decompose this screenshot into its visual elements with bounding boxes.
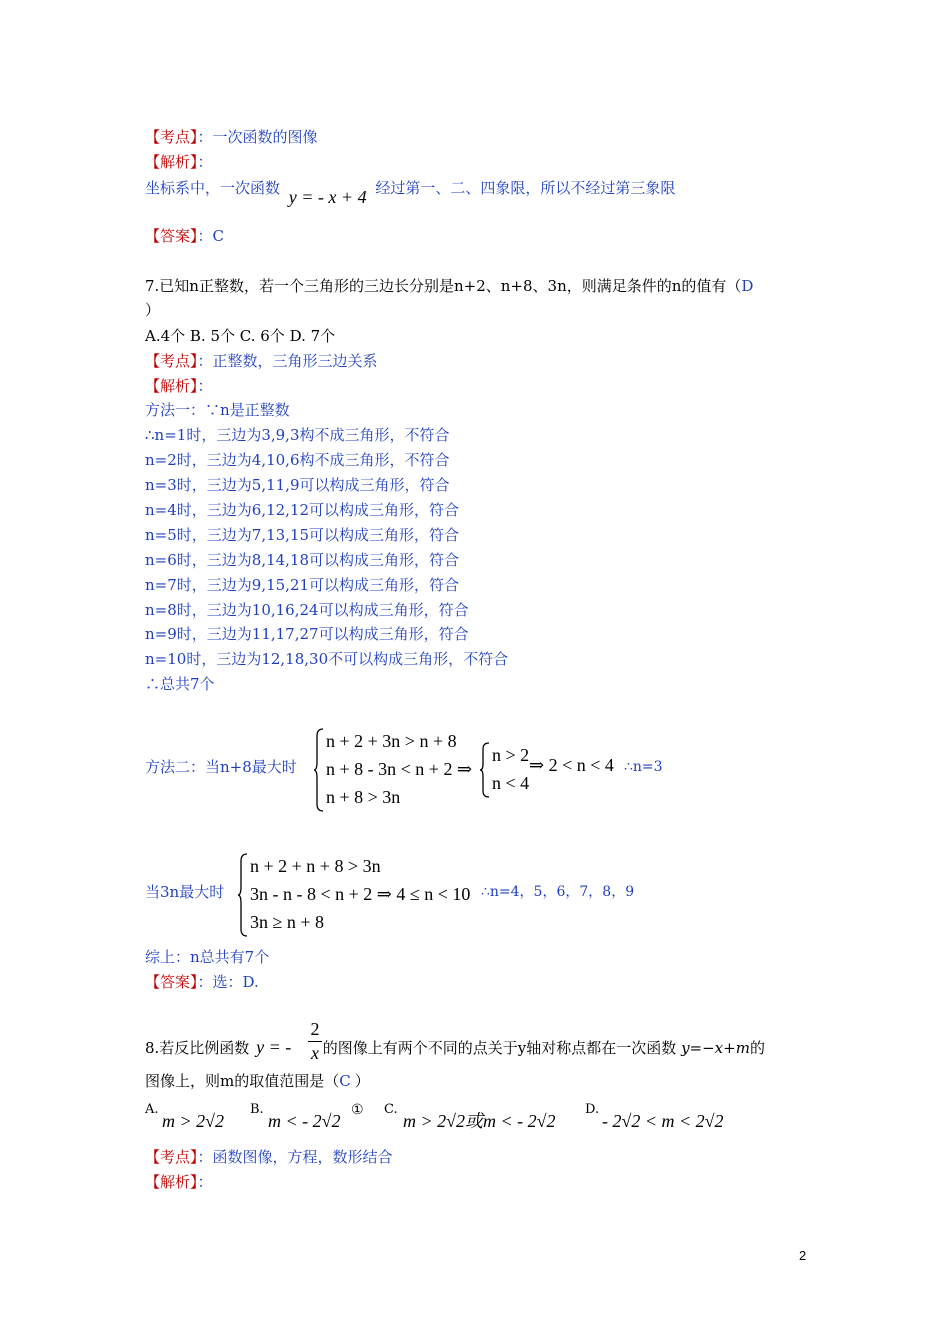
option-b: m < - 2√2 (268, 1111, 341, 1131)
q8-kaodian: 【考点】：函数图像，方程，数形结合 (145, 1148, 393, 1166)
kaodian-tag: 【考点】 (145, 128, 198, 146)
q6-kaodian (145, 127, 318, 147)
q8-stem-line2: 图像上，则m的取值范围是（C ） (145, 1072, 370, 1090)
frac-bar (308, 1041, 322, 1042)
option-c: m > 2√2或m < - 2√2 (403, 1111, 556, 1131)
case-total: ∴总共7个 (145, 675, 215, 693)
case-line: n=6时，三边为8,14,18可以构成三角形，符合 (145, 551, 460, 569)
inequality-row: n + 8 > 3n (326, 787, 401, 807)
q7-options: A.4个 B. 5个 C. 6个 D. 7个 (145, 327, 336, 345)
q7-summary: 综上：n总共有7个 (145, 948, 270, 966)
q7-answer-letter: D (741, 277, 754, 295)
case-line: n=3时，三边为5,11,9可以构成三角形，符合 (145, 476, 450, 494)
case-line: n=4时，三边为6,12,12可以构成三角形，符合 (145, 501, 460, 519)
method3-label: 当3n最大时 (145, 883, 225, 901)
q6-analysis-line: 坐标系中，一次函数 y = - x + 4 经过第一、二、四象限，所以不经过第三象限 (145, 179, 676, 207)
option-a: m > 2√2 (162, 1111, 225, 1131)
case-line: ∴n=1时，三边为3,9,3构不成三角形，不符合 (145, 426, 450, 444)
q6-answer: 【答案】：C (145, 227, 224, 245)
inequality-row: n + 2 + n + 8 > 3n (250, 856, 381, 876)
linear-function-formula: y = - x + 4 (288, 187, 367, 207)
q6-jiexi: 【解析】： (145, 153, 213, 171)
option-d: - 2√2 < m < 2√2 (602, 1111, 724, 1131)
kaodian-text: ：一次函数的图像 (197, 128, 318, 146)
kaodian-tag: 【考点】 (145, 352, 198, 370)
case-line: n=8时，三边为10,16,24可以构成三角形，符合 (145, 601, 469, 619)
kaodian-tag: 【考点】 (145, 1148, 198, 1166)
page-number: 2 (799, 1248, 807, 1263)
inequality-row: 3n ≥ n + 8 (250, 912, 325, 932)
option-c-label: C. (384, 1102, 398, 1117)
q7-stem-close: ） (145, 301, 161, 319)
q7-kaodian: 【考点】：正整数，三角形三边关系 (145, 352, 378, 370)
fraction-2-over-x (308, 1019, 322, 1064)
jiexi-tag: 【解析】 (145, 377, 198, 395)
case-line: n=5时，三边为7,13,15可以构成三角形，符合 (145, 526, 460, 544)
frac-denominator: x (311, 1043, 319, 1063)
q8-stem: 8.若反比例函数 y = - 的图像上有两个不同的点关于y轴对称点都在一次函数 y=−x+m的 (145, 1037, 765, 1057)
answer-tag: 【答案】 (145, 973, 198, 991)
option-d-label: D. (585, 1102, 600, 1117)
inequality-row: n + 2 + 3n > n + 8 (326, 731, 457, 751)
left-brace-icon (314, 728, 324, 812)
method3-conclusion: ∴n=4，5，6，7，8，9 (481, 884, 635, 900)
left-brace-icon (480, 742, 490, 798)
jiexi-tag: 【解析】 (145, 1173, 198, 1191)
frac-numerator: 2 (310, 1019, 320, 1039)
q8-jiexi: 【解析】： (145, 1173, 213, 1191)
inequality-row: n + 8 - 3n < n + 2 ⇒ (326, 759, 473, 779)
inequality-row: 3n - n - 8 < n + 2 ⇒ 4 ≤ n < 10 (250, 884, 471, 904)
inequality-row: n > 2 (492, 745, 530, 765)
case-line: n=9时，三边为11,17,27可以构成三角形，符合 (145, 625, 469, 643)
option-b-label: B. (250, 1102, 264, 1117)
option-a-label: A. (145, 1102, 159, 1117)
method2-result: ⇒ 2 < n < 4 (529, 755, 614, 775)
method3-system (238, 853, 488, 939)
case-line: n=7时，三边为9,15,21可以构成三角形，符合 (145, 576, 460, 594)
case-line: n=10时，三边为12,18,30不可以构成三角形，不符合 (145, 650, 509, 668)
method1-title: 方法一：∵n是正整数 (145, 401, 290, 419)
inverse-function-lhs: y = - (256, 1037, 292, 1057)
option-b-mark: ① (351, 1102, 364, 1118)
left-brace-icon (238, 853, 248, 937)
method2-system (314, 728, 484, 814)
inequality-row: n < 4 (492, 773, 530, 793)
method2-conclusion: ∴n=3 (624, 759, 663, 775)
jiexi-tag: 【解析】 (145, 153, 198, 171)
q8-answer-letter: C (339, 1072, 351, 1090)
q7-stem: 7.已知n正整数，若一个三角形的三边长分别是n+2、n+8、3n，则满足条件的n的值有（D (145, 277, 754, 295)
case-line: n=2时，三边为4,10,6构不成三角形，不符合 (145, 451, 450, 469)
method2-label: 方法二：当n+8最大时 (145, 758, 297, 776)
q7-jiexi: 【解析】： (145, 377, 213, 395)
q7-answer: 【答案】：选：D. (145, 973, 259, 991)
answer-tag: 【答案】 (145, 227, 198, 245)
linear-function: y=−x+m (681, 1039, 750, 1057)
